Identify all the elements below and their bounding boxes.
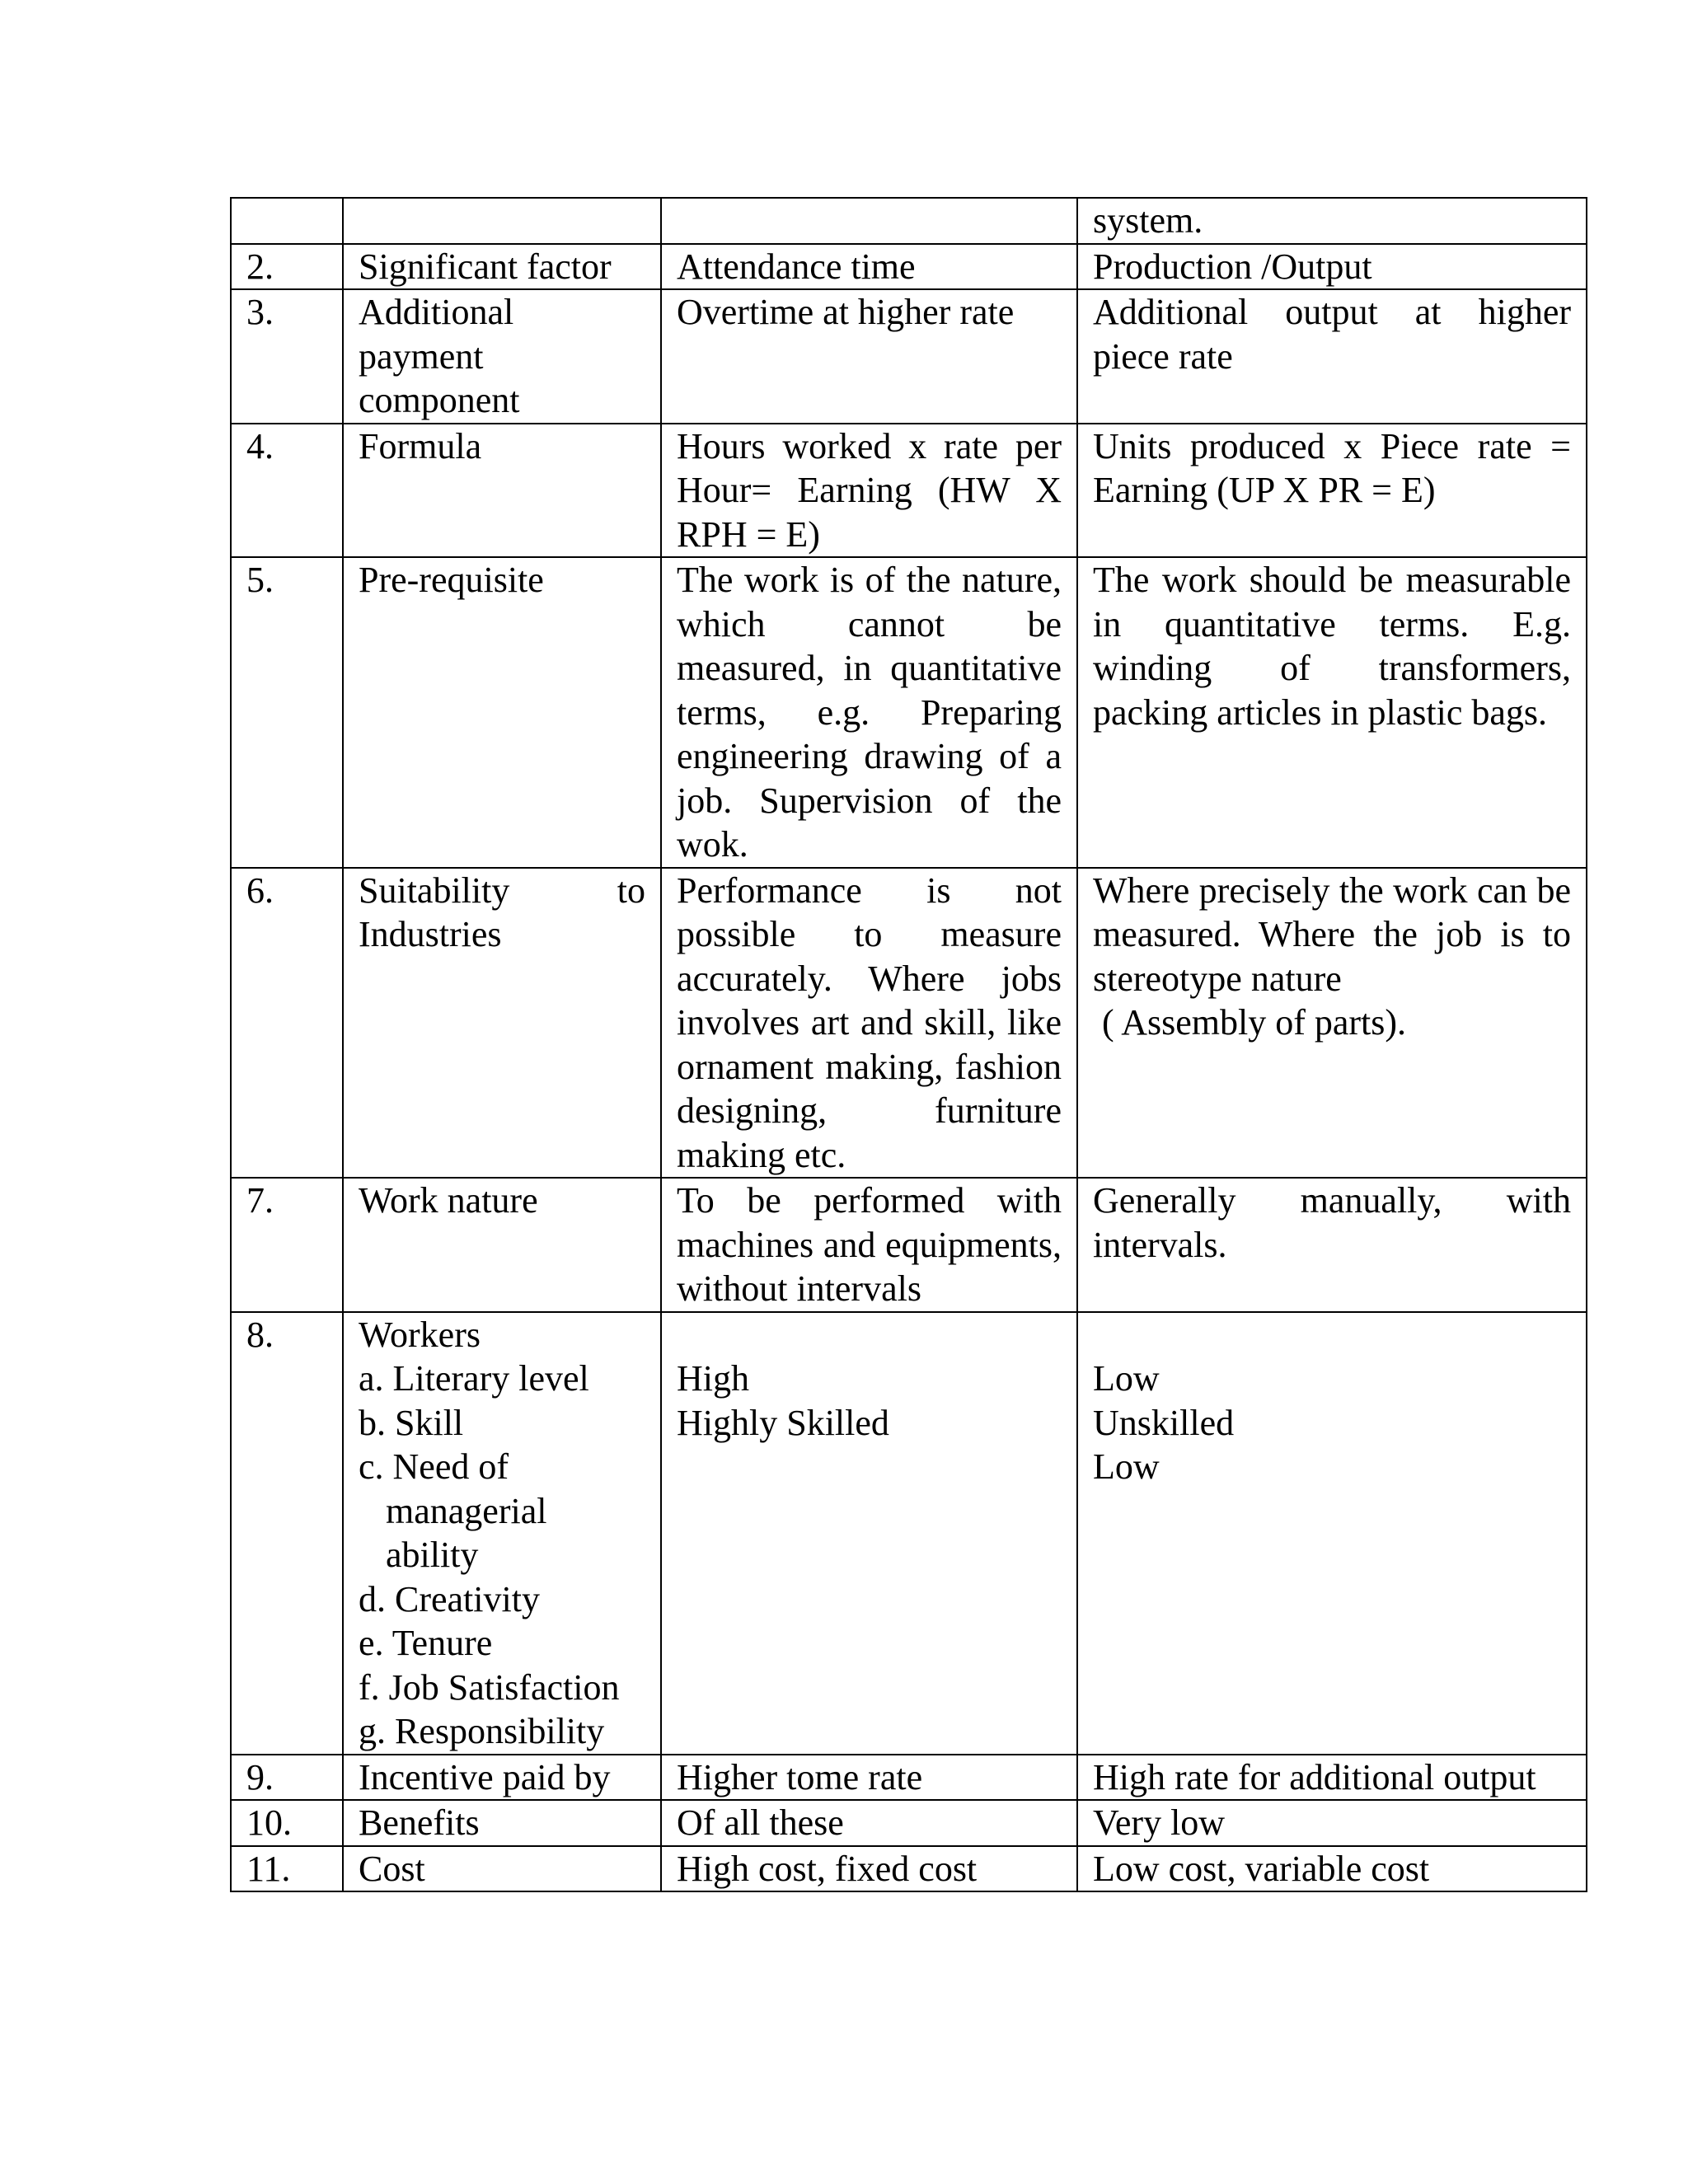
piece-rate-cell: The work should be measurable in quantitative terms. E.g. winding of transformers, packing articles in plastic bags. <box>1077 557 1587 868</box>
table-row <box>231 1312 1587 1755</box>
row-number: 7. <box>231 1178 343 1312</box>
factor-cell: Work nature <box>343 1178 661 1312</box>
row-number: 5. <box>231 557 343 868</box>
factor-cell: Additional payment component <box>343 289 661 424</box>
sub-factor: g. Responsibility <box>359 1711 605 1751</box>
table-row <box>231 244 1587 290</box>
table-row <box>231 198 1587 244</box>
piece-rate-line: Where precisely the work can be measured. Where the job is to stereotype nature <box>1093 869 1571 999</box>
factor-cell: Cost <box>343 1846 661 1892</box>
factor-cell: Significant factor <box>343 244 661 290</box>
row-number: 4. <box>231 424 343 558</box>
factor-cell: Suitability to Industries <box>343 868 661 1179</box>
piece-rate-cell: Very low <box>1077 1800 1587 1846</box>
sub-factor: c. Need of <box>359 1446 509 1487</box>
row-number: 8. <box>231 1312 343 1755</box>
row-number: 2. <box>231 244 343 290</box>
sub-factor: e. Tenure <box>359 1623 493 1663</box>
sub-factor: ability <box>386 1535 479 1575</box>
piece-rate-cell: Generally manually, with intervals. <box>1077 1178 1587 1312</box>
time-rate-cell <box>661 198 1077 244</box>
sub-factor: d. Creativity <box>359 1578 540 1619</box>
piece-rate-value: Low <box>1093 1446 1160 1487</box>
factor-cell: Benefits <box>343 1800 661 1846</box>
table-row <box>231 289 1587 424</box>
piece-rate-cell: High rate for additional output <box>1077 1755 1587 1801</box>
time-rate-cell: Of all these <box>661 1800 1077 1846</box>
sub-factor: managerial <box>386 1490 547 1531</box>
piece-rate-value: Low <box>1093 1358 1160 1399</box>
sub-factor: f. Job Satisfaction <box>359 1666 620 1708</box>
row-number: 6. <box>231 868 343 1179</box>
factor-cell <box>343 1312 661 1755</box>
table-row <box>231 557 1587 868</box>
table-row <box>231 1800 1587 1846</box>
table-row <box>231 868 1587 1179</box>
piece-rate-line: ( Assembly of parts). <box>1093 1002 1407 1043</box>
piece-rate-value: Unskilled <box>1093 1402 1235 1443</box>
time-rate-cell: Attendance time <box>661 244 1077 290</box>
time-rate-cell <box>661 1312 1077 1755</box>
factor-cell: Formula <box>343 424 661 558</box>
sub-factor: a. Literary level <box>359 1358 589 1399</box>
time-rate-cell: Hours worked x rate per Hour= Earning (HW X RPH = E) <box>661 424 1077 558</box>
time-rate-cell: Performance is not possible to measure accurately. Where jobs involves art and skill, like ornament making, fashion designing, furniture making etc. <box>661 868 1077 1179</box>
time-rate-cell: Higher tome rate <box>661 1755 1077 1801</box>
factor-cell: Pre-requisite <box>343 557 661 868</box>
piece-rate-cell <box>1077 868 1587 1179</box>
table-row <box>231 1178 1587 1312</box>
time-rate-cell: The work is of the nature, which cannot be measured, in quantitative terms, e.g. Preparing engineering drawing of a job. Supervision of the wok. <box>661 557 1077 868</box>
row-number: 9. <box>231 1755 343 1801</box>
table-row <box>231 1846 1587 1892</box>
piece-rate-cell: Additional output at higher piece rate <box>1077 289 1587 424</box>
time-rate-cell: To be performed with machines and equipments, without intervals <box>661 1178 1077 1312</box>
comparison-table <box>230 197 1587 1892</box>
row-number: 3. <box>231 289 343 424</box>
piece-rate-cell: Production /Output <box>1077 244 1587 290</box>
piece-rate-cell: Units produced x Piece rate = Earning (UP X PR = E) <box>1077 424 1587 558</box>
time-rate-cell: Overtime at higher rate <box>661 289 1077 424</box>
row-number: 11. <box>231 1846 343 1892</box>
piece-rate-cell: system. <box>1077 198 1587 244</box>
factor-cell <box>343 198 661 244</box>
sub-factor: b. Skill <box>359 1402 464 1443</box>
time-rate-cell: High cost, fixed cost <box>661 1846 1077 1892</box>
table-row <box>231 1755 1587 1801</box>
row-number <box>231 198 343 244</box>
factor-cell: Incentive paid by <box>343 1755 661 1801</box>
piece-rate-cell: Low cost, variable cost <box>1077 1846 1587 1892</box>
piece-rate-cell <box>1077 1312 1587 1755</box>
factor-heading: Workers <box>359 1314 481 1355</box>
row-number: 10. <box>231 1800 343 1846</box>
time-rate-value: Highly Skilled <box>677 1402 889 1443</box>
time-rate-value: High <box>677 1358 749 1399</box>
table-row <box>231 424 1587 558</box>
